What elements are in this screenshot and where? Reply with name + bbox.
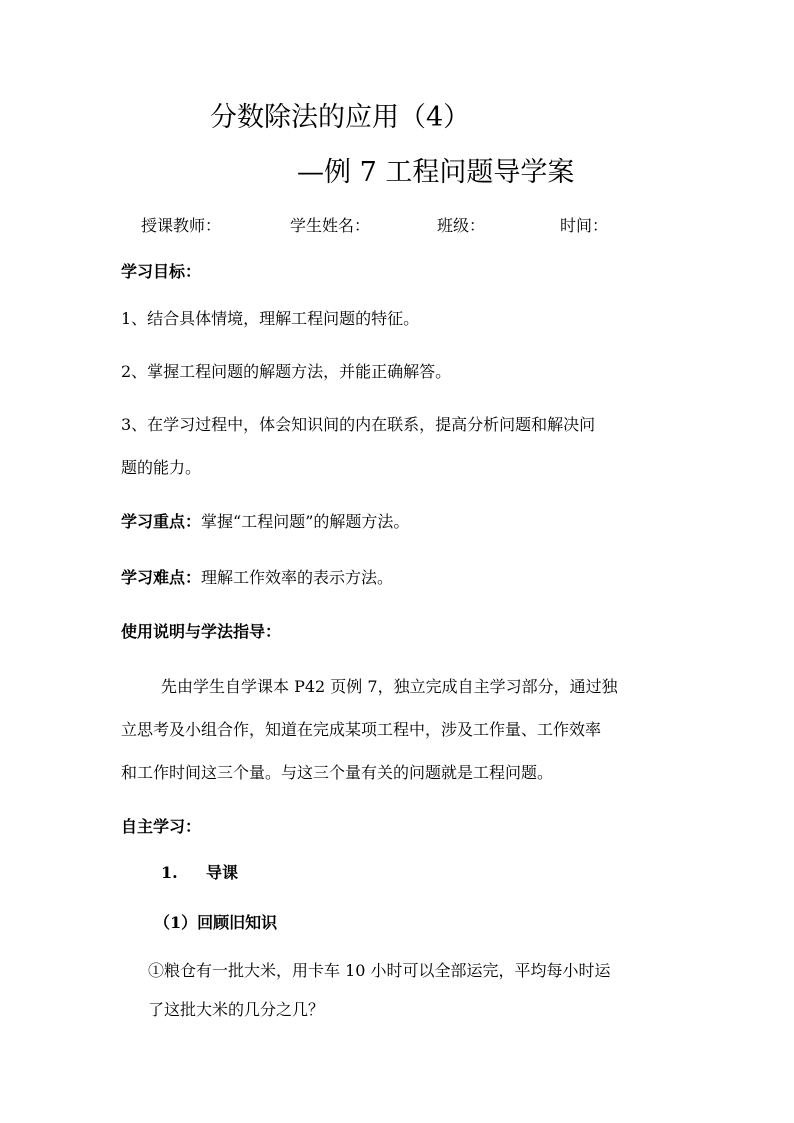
objective-3-continued: 题的能力。	[121, 458, 202, 477]
student-name-field-label: 学生姓名：	[290, 216, 371, 235]
guide-heading: 使用说明与学法指导：	[121, 622, 282, 641]
doc-subtitle: —例 7 工程问题导学案	[297, 157, 575, 188]
subsection-title: （1）回顾旧知识	[154, 913, 278, 932]
difficulty	[121, 568, 393, 588]
guide-line-2: 立思考及小组合作，知道在完成某项工程中，涉及工作量、工作效率	[121, 720, 602, 739]
objective-3: 3、在学习过程中，体会知识间的内在联系，提高分析问题和解决问	[121, 415, 596, 434]
self-study-heading: 自主学习：	[121, 817, 202, 836]
key-point	[121, 512, 409, 532]
difficulty-text: 理解工作效率的表示方法。	[201, 568, 394, 587]
difficulty-label: 学习难点：	[121, 568, 202, 587]
section-1-number: 1.	[161, 863, 178, 882]
class-field-label: 班级：	[437, 216, 486, 235]
guide-line-3: 和工作时间这三个量。与这三个量有关的问题就是工程问题。	[121, 763, 554, 782]
objective-2: 2、掌握工程问题的解题方法，并能正确解答。	[121, 362, 452, 381]
time-field-label: 时间：	[560, 216, 609, 235]
objectives-heading: 学习目标：	[121, 262, 202, 281]
teacher-field-label: 授课教师：	[141, 216, 222, 235]
objective-1: 1、结合具体情境，理解工程问题的特征。	[121, 309, 420, 328]
doc-title: 分数除法的应用（4）	[210, 102, 471, 133]
question-line-1: ①粮仓有一批大米，用卡车 10 小时可以全部运完，平均每小时运	[148, 961, 611, 980]
section-1-title: 导课	[206, 863, 239, 882]
question-line-2: 了这批大米的几分之几？	[148, 1000, 325, 1019]
guide-line-1: 先由学生自学课本 P42 页例 7，独立完成自主学习部分，通过独	[161, 677, 618, 696]
key-point-text: 掌握“工程问题”的解题方法。	[201, 512, 410, 531]
key-point-label: 学习重点：	[121, 512, 202, 531]
